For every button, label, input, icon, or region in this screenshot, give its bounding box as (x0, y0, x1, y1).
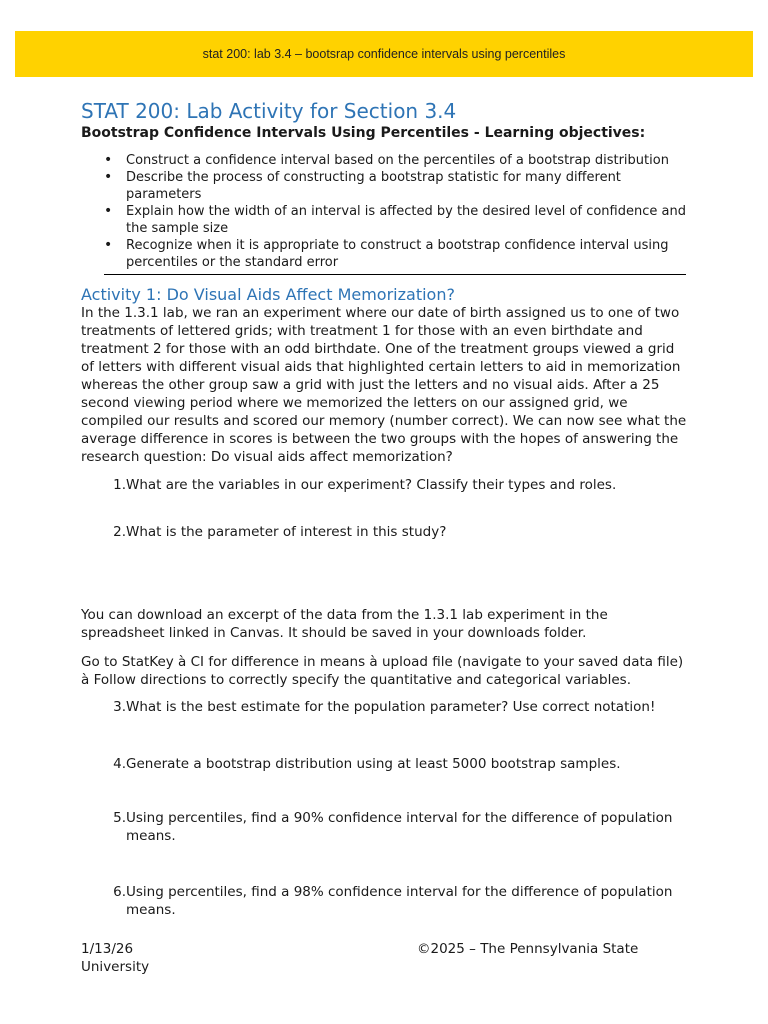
question-text: What are the variables in our experiment? Classify their types and roles. (126, 477, 617, 493)
question-text: What is the parameter of interest in this study? (126, 524, 447, 540)
document-title: STAT 200: Lab Activity for Section 3.4 (81, 99, 457, 123)
question-text: Using percentiles, find a 90% confidence interval for the difference of population means. (126, 810, 673, 844)
question-item (81, 755, 687, 773)
question-item (81, 698, 687, 716)
question-number: 1. (113, 477, 126, 493)
footer-date: 1/13/26 (81, 941, 134, 957)
question-number: 2. (113, 524, 126, 540)
question-number: 5. (113, 810, 126, 826)
activity-intro-paragraph: In the 1.3.1 lab, we ran an experiment where our date of birth assigned us to one of two treatments of lettered grids; with treatment 1 for those with an even birthdate and treatment 2 for those with an odd birthdate. One of the treatment groups viewed a grid of letters with different visual aids that highlighted certain letters to aid in memorization whereas the other group saw a grid with just the letters and no visual aids. After a 25 second viewing period where we memorized the letters on our assigned grid, we compiled our results and scored our memory (number correct). We can now see what the average difference in scores is between the two groups with the hopes of answering the research question: Do visual aids affect memorization? (81, 305, 687, 465)
question-text: Generate a bootstrap distribution using at least 5000 bootstrap samples. (126, 756, 621, 772)
running-header (15, 31, 753, 77)
statkey-instructions-paragraph: Go to StatKey à CI for difference in means à upload file (navigate to your saved data file) à Follow directions to correctly specify the quantitative and categorical variables. (81, 654, 684, 688)
download-paragraph: You can download an excerpt of the data from the 1.3.1 lab experiment in the spreadsheet linked in Canvas. It should be saved in your downloads folder. (81, 607, 608, 641)
objective-item: • Recognize when it is appropriate to construct a bootstrap confidence interval using percentiles or the standard error (104, 237, 686, 271)
question-item (81, 809, 687, 845)
footer-copyright: ©2025 – The Pennsylvania State (417, 941, 639, 957)
question-number: 6. (113, 884, 126, 900)
question-number: 3. (113, 699, 126, 715)
objective-item: • Describe the process of constructing a bootstrap statistic for many different parameters (104, 169, 686, 203)
footer-copyright-continued: University (81, 959, 150, 975)
question-item (81, 883, 687, 919)
running-header-text: stat 200: lab 3.4 – bootsrap confidence intervals using percentiles (202, 47, 566, 61)
question-text: What is the best estimate for the population parameter? Use correct notation! (126, 699, 656, 715)
question-item (81, 523, 687, 541)
objective-item: • Construct a confidence interval based on the percentiles of a bootstrap distribution (104, 152, 686, 169)
objective-item: • Explain how the width of an interval is affected by the desired level of confidence and the sample size (104, 203, 686, 237)
question-item (81, 476, 687, 494)
page-footer (81, 940, 687, 976)
learning-objectives-list (104, 152, 686, 275)
activity-heading: Activity 1: Do Visual Aids Affect Memorization? (81, 285, 455, 304)
learning-objectives-heading: Bootstrap Confidence Intervals Using Percentiles - Learning objectives: (81, 125, 646, 141)
question-text: Using percentiles, find a 98% confidence interval for the difference of population means. (126, 884, 673, 918)
question-number: 4. (113, 756, 126, 772)
